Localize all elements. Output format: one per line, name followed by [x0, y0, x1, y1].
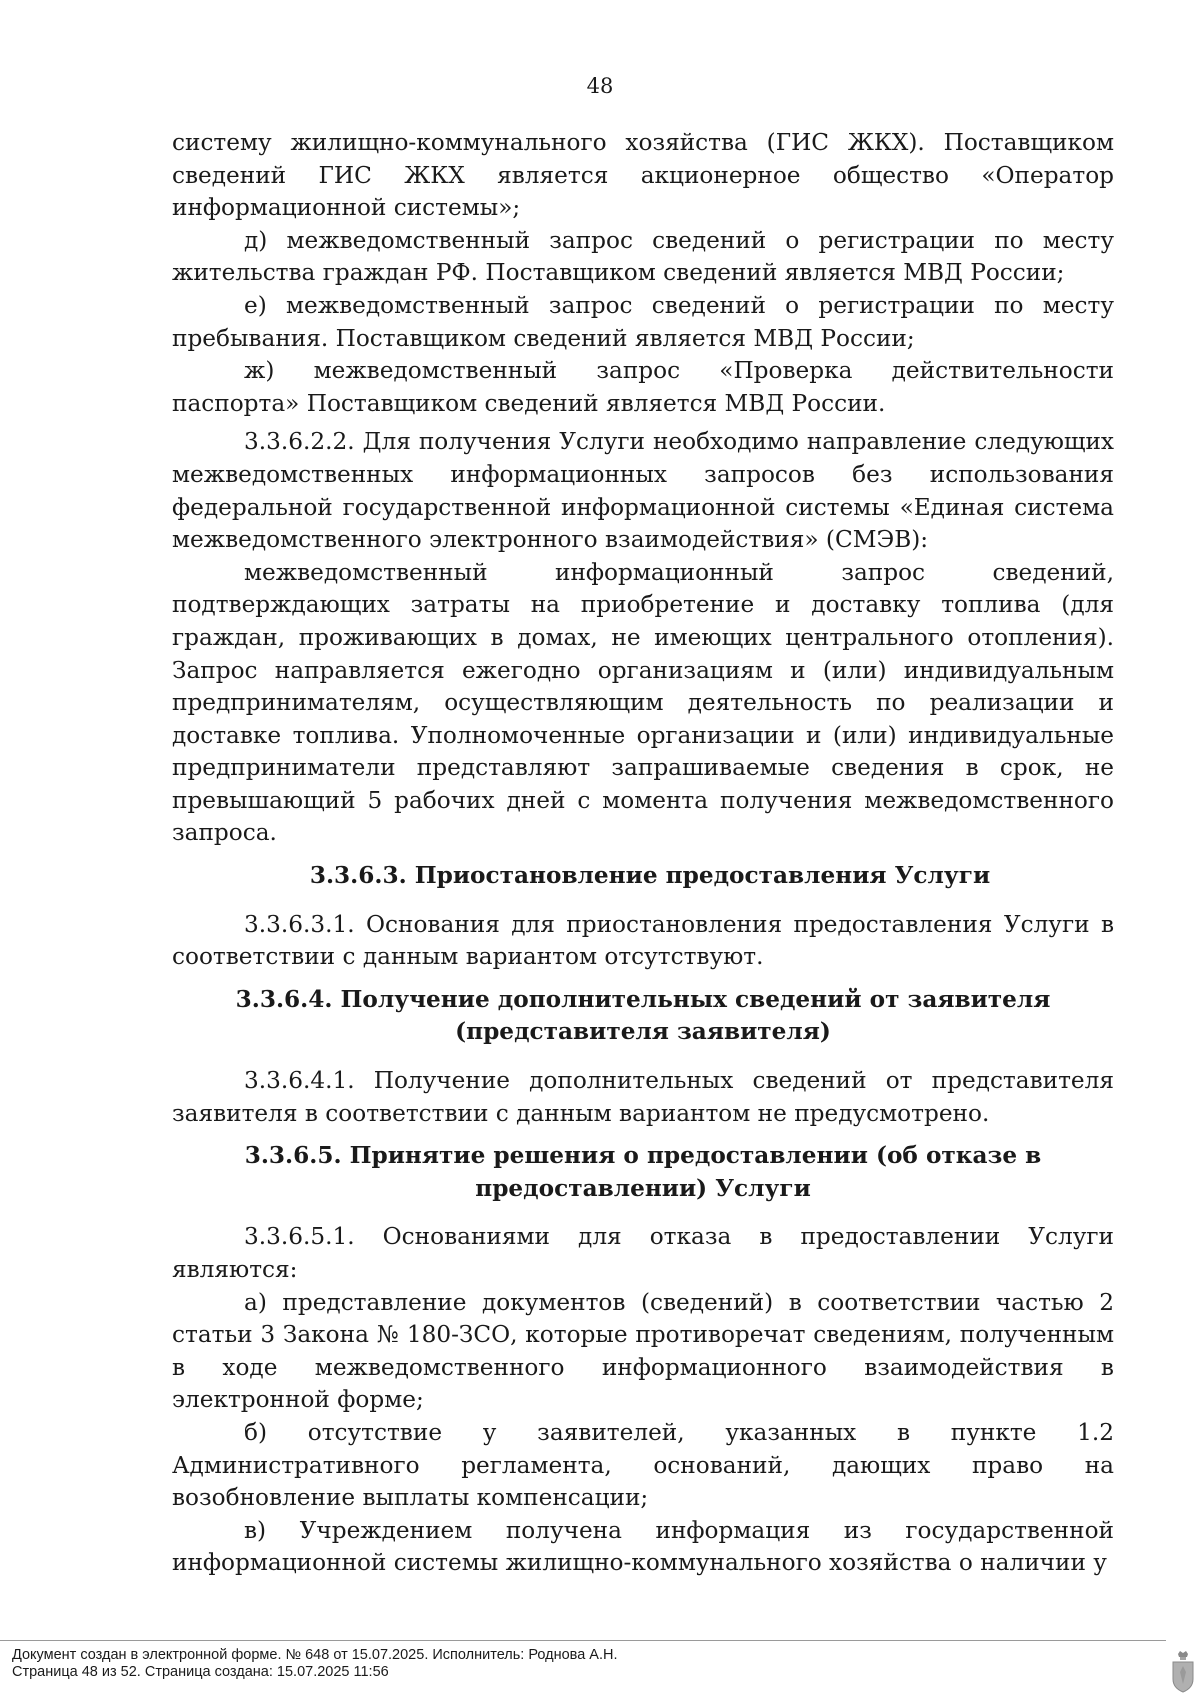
coat-of-arms-icon	[1171, 1651, 1195, 1693]
heading-line: предоставлении) Услуги	[475, 1174, 811, 1202]
list-item-v: в) Учреждением получена информация из государственной информационной системы жилищно-коммунального хозяйства о наличии у	[172, 1516, 1114, 1577]
footer-line: Документ создан в электронной форме. № 648 от 15.07.2025. Исполнитель: Роднова А.Н.	[12, 1647, 618, 1663]
list-item-d: д) межведомственный запрос сведений о регистрации по месту жительства граждан РФ. Поставщиком сведений является МВД России;	[172, 226, 1114, 287]
section-heading-3-3-6-3: 3.3.6.3. Приостановление предоставления Услуги	[309, 862, 991, 890]
document-footer	[12, 1647, 618, 1681]
heading-line: (представителя заявителя)	[455, 1018, 831, 1046]
heading-line: 3.3.6.5. Принятие решения о предоставлении (об отказе в	[244, 1142, 1042, 1170]
paragraph-3-3-6-3-1: 3.3.6.3.1. Основания для приостановления предоставления Услуги в соответствии с данным вариантом отсутствуют.	[172, 910, 1114, 971]
footer-divider	[0, 1640, 1166, 1641]
list-item-e: е) межведомственный запрос сведений о регистрации по месту пребывания. Поставщиком сведений является МВД России;	[172, 291, 1114, 352]
paragraph-fuel-request: межведомственный информационный запрос сведений, подтверждающих затраты на приобретение и доставку топлива (для граждан, проживающих в домах, не имеющих центрального отопления). Запрос направляется ежегодно организациям и (или) индивидуальным предпринимателям, осуществляющим деятельность по реализации и доставке топлива. Уполномоченные организации и (или) индивидуальные предприниматели представляют запрашиваемые сведения в срок, не превышающий 5 рабочих дней с момента получения межведомственного запроса.	[172, 558, 1114, 847]
list-item-b: б) отсутствие у заявителей, указанных в пункте 1.2 Административного регламента, оснований, дающих право на возобновление выплаты компенсации;	[172, 1418, 1114, 1512]
footer-line: Страница 48 из 52. Страница создана: 15.07.2025 11:56	[12, 1664, 389, 1680]
document-body	[172, 127, 1114, 1580]
page-number: 48	[586, 74, 614, 98]
paragraph-3-3-6-2-2: 3.3.6.2.2. Для получения Услуги необходимо направление следующих межведомственных информационных запросов без использования федеральной государственной информационной системы «Единая система межведомственного электронного взаимодействия» (СМЭВ):	[172, 428, 1114, 554]
paragraph-3-3-6-4-1: 3.3.6.4.1. Получение дополнительных сведений от представителя заявителя в соответствии с данным вариантом не предусмотрено.	[172, 1067, 1114, 1127]
section-heading-3-3-6-5	[172, 1140, 1114, 1205]
paragraph-3-3-6-5-1: 3.3.6.5.1. Основаниями для отказа в предоставлении Услуги являются:	[172, 1223, 1114, 1283]
paragraph: систему жилищно-коммунального хозяйства (ГИС ЖКХ). Поставщиком сведений ГИС ЖКХ является акционерное общество «Оператор информационной системы»;	[172, 129, 1114, 222]
list-item-a: а) представление документов (сведений) в соответствии частью 2 статьи 3 Закона № 180-ЗСО, которые противоречат сведениям, полученным в ходе межведомственного информационного взаимодействия в электронной форме;	[172, 1288, 1114, 1414]
heading-line: 3.3.6.4. Получение дополнительных сведений от заявителя	[235, 985, 1051, 1013]
list-item-zh: ж) межведомственный запрос «Проверка действительности паспорта» Поставщиком сведений является МВД России.	[172, 357, 1114, 417]
section-heading-3-3-6-4	[172, 984, 1114, 1049]
